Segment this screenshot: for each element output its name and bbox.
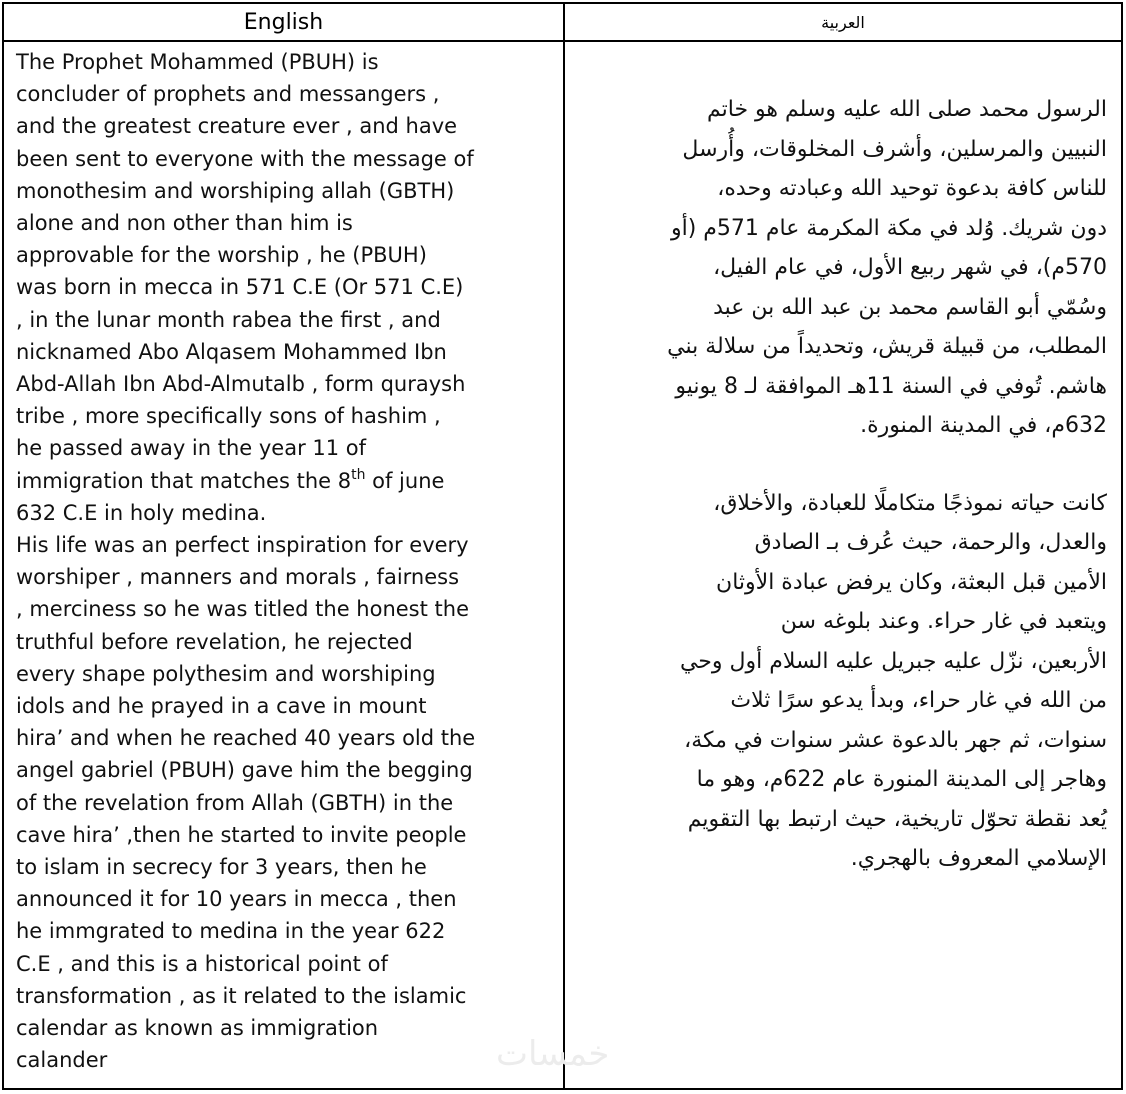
english-paragraph-2: His life was an perfect inspiration for every worshiper , manners and morals , fairness , merciness so he was titled the honest the truthful before revelation, he rejected every shape polythesim and worshiping idols and he prayed in a cave in mount hira’ and when he reached 40 years old the angel gabriel (PBUH) gave him the begging of the revelation from Allah (GBTH) in the cave hira’ ,then he started to invite people to islam in secrecy for 3 years, then he announced it for 10 years in mecca , then he immgrated to medina in the year 622 C.E , and this is a historical point of transformation , as it related to the islamic calendar as known as immigration calander (16, 533, 476, 1073)
arabic-paragraph-2: كانت حياته نموذجًا متكاملًا للعبادة، والأخلاق، والعدل، والرحمة، حيث عُرف بـ الصادق الأمين قبل البعثة، وكان يرفض عبادة الأوثان ويتعبد في غار حراء. وعند بلوغه سن الأربعين، نزّل عليه جبريل عليه السلام أول وحي من الله في غار حراء، وبدأ يدعو سرًا ثلاث سنوات، ثم جهر بالدعوة عشر سنوات في مكة، وهاجر إلى المدينة المنورة عام 622م، وهو ما يُعد نقطة تحوّل تاريخية، حيث ارتبط بها التقويم الإسلامي المعروف بالهجري. (679, 490, 1107, 871)
watermark: خمسات (496, 1034, 610, 1074)
bilingual-table (2, 2, 1123, 1090)
ordinal-suffix: th (351, 466, 366, 483)
arabic-text-cell (565, 42, 1121, 1088)
arabic-paragraph-1: الرسول محمد صلى الله عليه وسلم هو خاتم النبيين والمرسلين، وأشرف المخلوقات، وأُرسل للناس كافة بدعوة توحيد الله وعبادته وحده، دون شريك. وُلد في مكة المكرمة عام 571م (أو 570م)، في شهر ربيع الأول، في عام الفيل، وسُمّي أبو القاسم محمد بن عبد الله بن عبد المطلب، من قبيلة قريش، وتحديداً من سلالة بني هاشم. تُوفي في السنة 11هـ الموافقة لـ 8 يونيو 632م، في المدينة المنورة. (667, 97, 1107, 438)
english-text-cell (4, 42, 565, 1088)
english-paragraph-1-text: The Prophet Mohammed (PBUH) is concluder of prophets and messangers , and the greatest creature ever , and have been sent to everyone with the message of monothesim and worshiping allah (GBTH) alone and non other than him is approvable for the worship , he (PBUH) was born in mecca in 571 C.E (Or 571 C.E) , in the lunar month rabea the first , and nicknamed Abo Alqasem Mohammed Ibn Abd-Allah Ibn Abd-Almutalb , form quraysh tribe , more specifically sons of hashim , he passed away in the year 11 of immigration that matches the 8 (16, 50, 474, 493)
english-paragraph-1 (16, 46, 555, 529)
english-header-label: English (243, 9, 324, 35)
arabic-header-label: العربية (821, 12, 865, 32)
english-paragraph-1-end: of june 632 C.E in holy medina. (16, 468, 445, 525)
arabic-column-header (565, 4, 1121, 42)
english-column-header (4, 4, 565, 42)
